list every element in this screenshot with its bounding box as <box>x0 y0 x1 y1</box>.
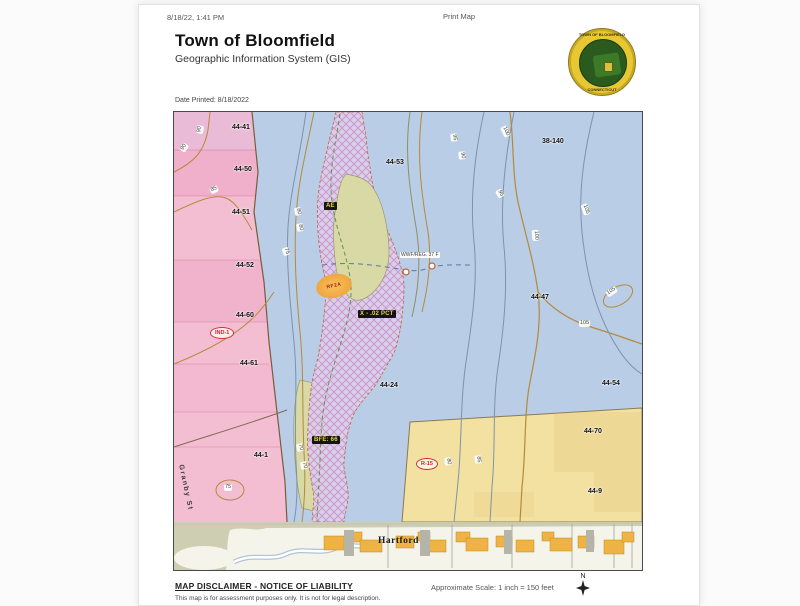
contour-elevation-label: 90 <box>179 142 188 152</box>
compass-star-icon <box>576 580 590 596</box>
parcel-label: 44-41 <box>232 124 250 131</box>
zoning-district-label: R-15 <box>416 458 438 470</box>
map-disclaimer-body: This map is for assessment purposes only. It is not for legal description. <box>175 595 381 602</box>
parcel-label: 44-24 <box>380 382 398 389</box>
page-subtitle: Geographic Information System (GIS) <box>175 53 351 65</box>
wetland-flag-label: WWF/REG. 37 F <box>401 252 439 258</box>
parcel-label: 44-54 <box>602 380 620 387</box>
print-page-title: Print Map <box>443 12 476 21</box>
contour-elevation-label: 80 <box>297 223 305 231</box>
place-label-hartford: Hartford <box>378 536 419 546</box>
north-label: N <box>580 573 586 580</box>
north-arrow <box>575 573 591 598</box>
contour-elevation-label: 85 <box>475 456 482 463</box>
contour-elevation-label: 75 <box>225 484 232 490</box>
soil-symbol: RF2A <box>314 271 354 302</box>
contour-elevation-label: 100 <box>501 125 511 137</box>
seal-inner-circle <box>579 39 627 87</box>
town-seal-logo <box>568 28 636 96</box>
contour-elevation-label: 75 <box>282 247 291 256</box>
parcel-label: 44-9 <box>588 488 603 495</box>
scale-text: Approximate Scale: 1 inch = 150 feet <box>431 583 554 592</box>
page-title: Town of Bloomfield <box>175 31 336 50</box>
contour-elevation-label: 100 <box>532 230 540 241</box>
map-disclaimer-title: MAP DISCLAIMER - NOTICE OF LIABILITY <box>175 581 353 591</box>
contour-elevation-label: 105 <box>580 320 590 326</box>
contour-elevation-label: 95 <box>451 134 458 141</box>
contour-elevation-label: 95 <box>496 189 505 198</box>
contour-elevation-label: 90 <box>196 125 204 133</box>
seal-bottom-text: CONNECTICUT <box>587 87 617 92</box>
contour-elevation-label: 90 <box>459 152 466 159</box>
print-preview-page <box>138 4 700 606</box>
contour-elevation-label: 105 <box>581 203 591 215</box>
contour-elevation-label: 80 <box>295 207 303 215</box>
flood-zone-label: AE <box>326 203 335 209</box>
parcel-label: 44-70 <box>584 428 602 435</box>
contour-elevation-label: 85 <box>209 185 218 194</box>
parcel-label: 38-140 <box>542 138 564 145</box>
gis-map <box>173 111 643 571</box>
parcel-label: 44-50 <box>234 166 252 173</box>
parcel-label: 44-61 <box>240 360 258 367</box>
parcel-label: 44-53 <box>386 159 404 166</box>
parcel-label: 44-52 <box>236 262 254 269</box>
flood-zone-label: X - .02 PCT <box>360 311 394 317</box>
seal-top-text: TOWN OF BLOOMFIELD <box>578 32 626 37</box>
parcel-label: 44-60 <box>236 312 254 319</box>
street-label-granby-st: Granby St <box>177 464 194 512</box>
contour-elevation-label: 80 <box>445 458 452 465</box>
parcel-label: 44-51 <box>232 209 250 216</box>
district-ovals-layer <box>174 112 642 570</box>
flood-zone-label: BFE: 66 <box>314 437 338 443</box>
print-timestamp: 8/18/22, 1:41 PM <box>167 13 225 22</box>
seal-center-mark <box>604 62 613 72</box>
parcel-label: 44-1 <box>254 452 269 459</box>
parcel-label: 44-47 <box>531 294 549 301</box>
date-printed: Date Printed: 8/18/2022 <box>175 97 249 104</box>
contour-elevation-label: 70 <box>296 443 305 452</box>
contour-elevation-label: 105 <box>605 285 617 297</box>
contour-elevation-label: 70 <box>300 461 309 470</box>
zoning-district-label: IND-1 <box>210 327 234 339</box>
